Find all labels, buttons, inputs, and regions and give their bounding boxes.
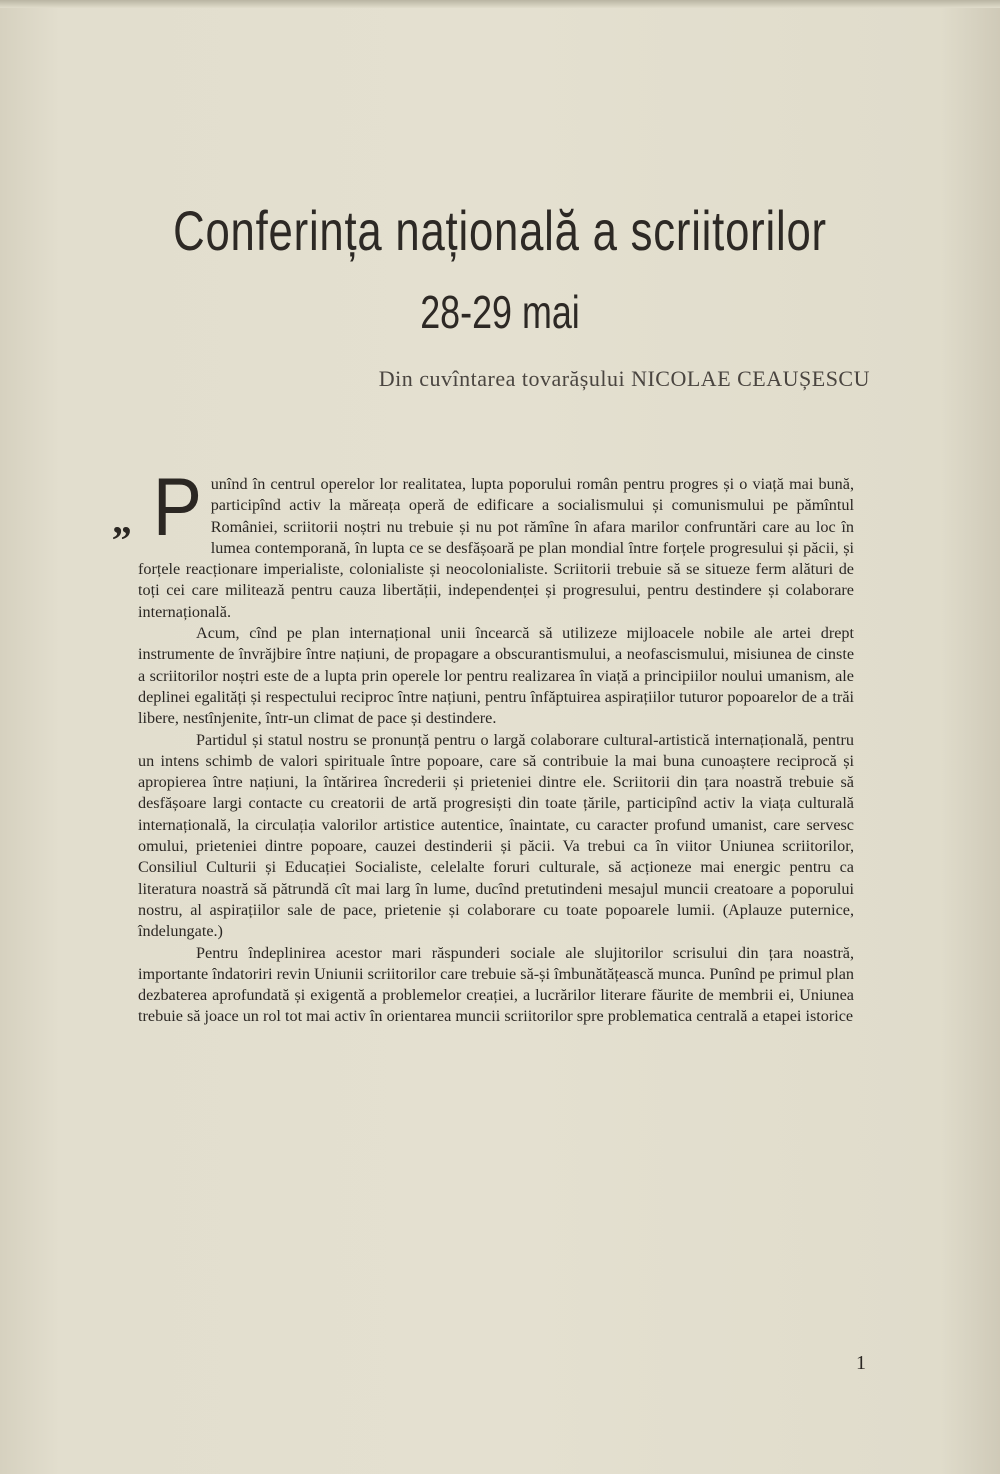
- paragraph-3: Partidul și statul nostru se pronunță pentru o largă colaborare cultural-artistică internațională, pentru un intens schimb de valori spirituale între popoare, care să contribuie la mai buna cunoaștere reciprocă și apropierea între națiuni, la întărirea încrederii și prieteniei dintre ele. Scriitorii din țara noastră trebuie să desfășoare largi contacte cu creatorii de artă progresiști din toate țările, participînd activ la viața culturală internațională, la circulația valorilor artistice autentice, înaintate, cu caracter profund umanist, care servesc omului, prieteniei dintre popoare, cauzei destinderii și păcii. Va trebui ca în viitor Uniunea scriitorilor, Consiliul Culturii și Educației Socialiste, celelalte foruri culturale, să acționeze mai energic pentru ca literatura noastră să pătrundă cît mai larg în lume, ducînd pretutindeni mesajul muncii creatoare a poporului nostru, al aspirațiilor sale de pace, prietenie și colaborare cu toate popoarele lumii. (Aplauze puternice, îndelungate.): [138, 730, 854, 941]
- opening-quote-mark: „: [112, 497, 132, 542]
- article-byline: Din cuvîntarea tovarășului NICOLAE CEAUȘESCU: [378, 366, 870, 391]
- page-number: 1: [856, 1352, 866, 1374]
- article-date: 28-29 mai: [420, 286, 580, 338]
- drop-cap: P: [152, 462, 202, 553]
- paragraph-text: unînd în centrul operelor lor realitatea, lupta poporului român pentru progres și o viață mai bună, participînd activ la măreața operă de edificare a socialismului și comunismului pe pămîntul României, scriitorii noștri nu trebuie și nu pot rămîne în afara marilor confruntări care au loc în lumea contemporană, în lupta ce se desfășoară pe plan mondial între forțele progresului și păcii, și forțele reacționare imperialiste, colonialiste și neocolonialiste. Scriitorii trebuie să se situeze ferm alături de toți cei care militează pentru cauza libertății, independenței și progresului, pentru destindere și colaborare internațională.: [138, 475, 854, 621]
- paragraph-1: [138, 462, 854, 623]
- paragraph-2: Acum, cînd pe plan internațional unii încearcă să utilizeze mijloacele nobile ale artei drept instrumente de învrăjbire între națiuni, de propagare a obscurantismului, a neofascismului, misiunea de cinste a scriitorilor noștri este de a lupta prin operele lor pentru realizarea în viață a principiilor noului umanism, ale deplinei egalități și respectului reciproc între națiuni, pentru înfăptuirea aspirațiilor tuturor popoarelor de a trăi libere, nestînjenite, într-un climat de pace și destindere.: [138, 624, 854, 728]
- article-body: [138, 462, 854, 1028]
- article-title: Conferința națională a scriitorilor: [173, 199, 827, 262]
- paragraph-4: Pentru îndeplinirea acestor mari răspunderi sociale ale slujitorilor scrisului din țara noastră, importante îndatoriri revin Uniunii scriitorilor care trebuie să-și îmbunătățească munca. Punînd pe primul plan dezbaterea aprofundată și exigentă a problemelor creației, a lucrărilor literare făurite de membrii ei, Uniunea trebuie să joace un rol tot mai activ în orientarea muncii scriitorilor spre problematica centrală a etapei istorice: [138, 943, 854, 1026]
- page-edge: [0, 0, 1000, 8]
